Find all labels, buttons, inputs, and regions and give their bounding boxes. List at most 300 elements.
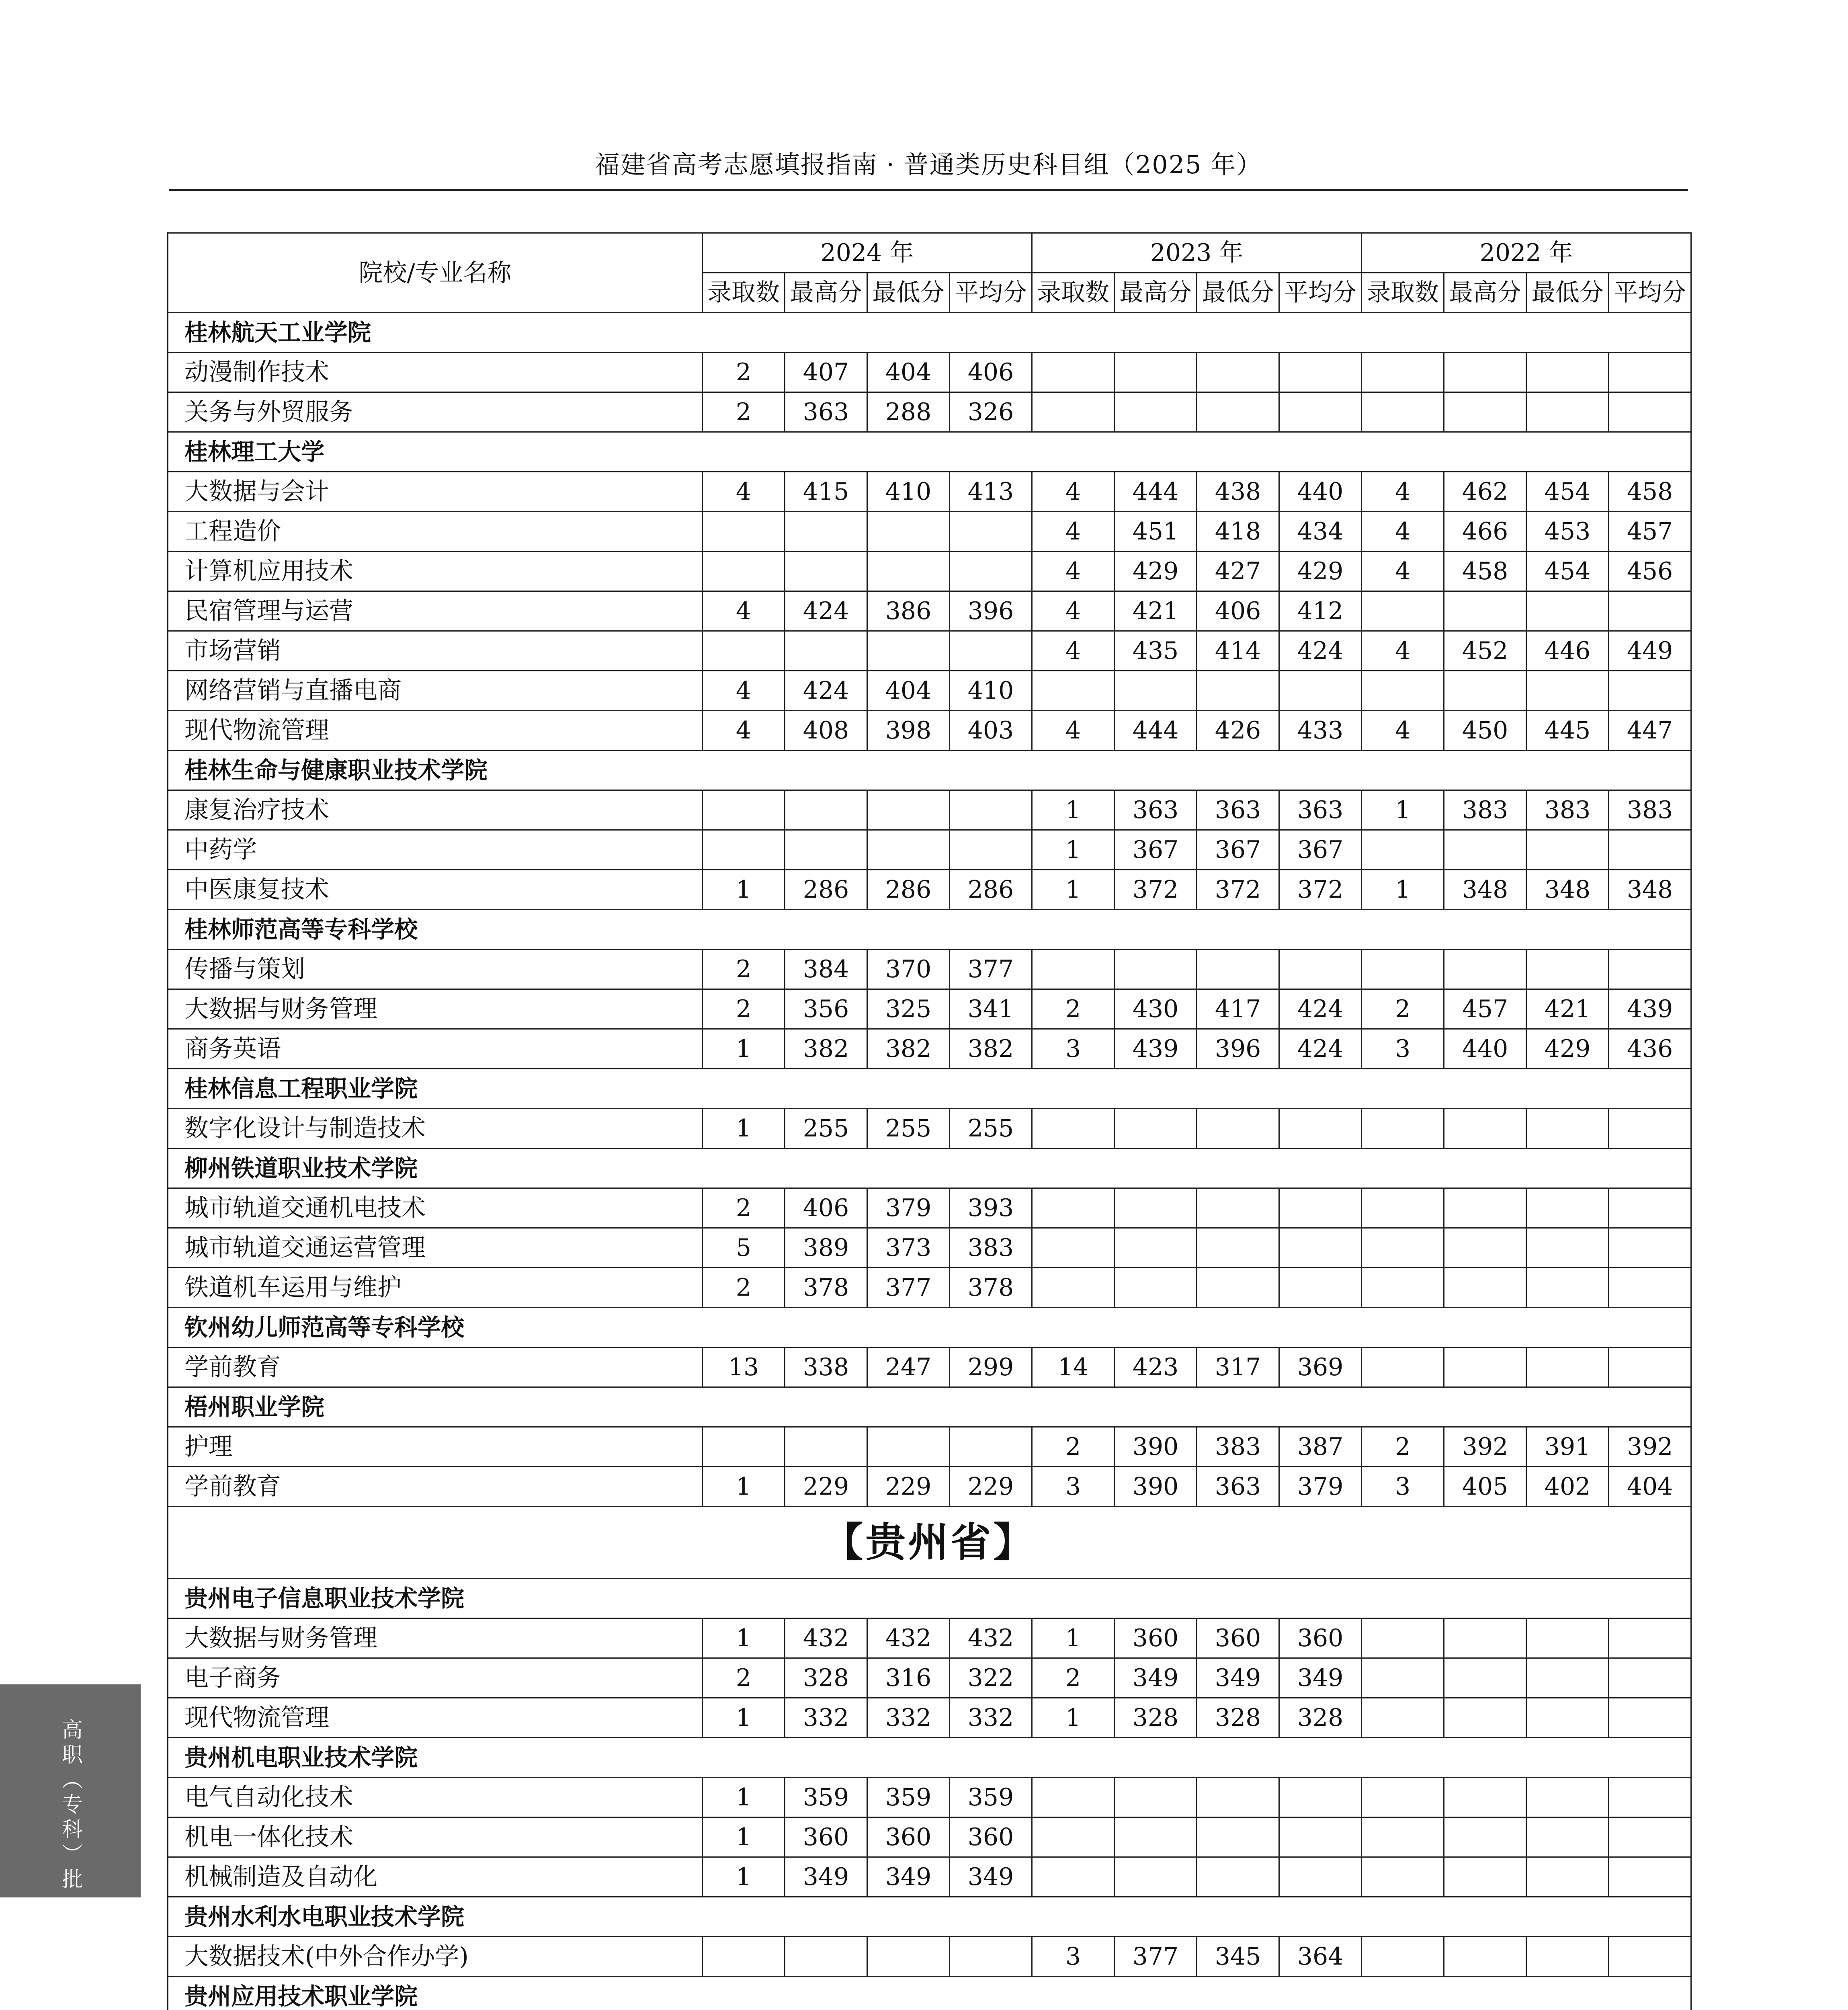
score-cell: 438: [1197, 472, 1279, 512]
score-cell: 4: [1362, 711, 1444, 751]
major-name: 民宿管理与运营: [168, 591, 703, 631]
table-row: [168, 1937, 1691, 1977]
score-cell: 386: [867, 591, 950, 631]
score-cell: 328: [1115, 1698, 1197, 1738]
score-cell: 392: [1444, 1427, 1526, 1467]
score-cell: 1: [703, 1857, 785, 1897]
score-cell: 363: [1197, 1467, 1279, 1507]
score-cell: [950, 1937, 1032, 1977]
score-cell: 379: [867, 1188, 950, 1228]
school-name: 贵州应用技术职业学院: [168, 1977, 1691, 2010]
score-cell: 402: [1526, 1467, 1609, 1507]
score-cell: 4: [1362, 552, 1444, 591]
score-cell: 367: [1115, 830, 1197, 870]
score-cell: 338: [785, 1348, 867, 1387]
page-title: 福建省高考志愿填报指南 · 普通类历史科目组（2025 年）: [594, 150, 1262, 179]
score-cell: 457: [1444, 989, 1526, 1029]
score-cell: 421: [1526, 989, 1609, 1029]
score-cell: [1279, 1778, 1362, 1817]
score-cell: [1032, 950, 1115, 989]
score-cell: [1362, 1618, 1444, 1658]
score-cell: [1279, 1188, 1362, 1228]
score-cell: 454: [1526, 552, 1609, 591]
score-cell: 2: [1362, 1427, 1444, 1467]
score-cell: 377: [1115, 1937, 1197, 1977]
metric-header: 最高分: [1444, 273, 1526, 313]
score-cell: 356: [785, 989, 867, 1029]
table-row: [168, 1268, 1691, 1308]
table-row: [168, 830, 1691, 870]
score-cell: [1197, 1268, 1279, 1308]
score-cell: [1362, 353, 1444, 392]
score-cell: 424: [1279, 989, 1362, 1029]
score-cell: 363: [785, 392, 867, 432]
score-cell: 398: [867, 711, 950, 751]
score-cell: 383: [950, 1228, 1032, 1268]
score-cell: [1609, 1618, 1691, 1658]
major-name: 现代物流管理: [168, 1698, 703, 1738]
score-cell: 387: [1279, 1427, 1362, 1467]
score-cell: 1: [703, 1817, 785, 1857]
major-name: 计算机应用技术: [168, 552, 703, 591]
score-cell: 363: [1115, 790, 1197, 830]
score-cell: [1115, 1857, 1197, 1897]
score-cell: [1526, 1228, 1609, 1268]
score-cell: 412: [1279, 591, 1362, 631]
score-cell: [1032, 1268, 1115, 1308]
score-cell: 418: [1197, 512, 1279, 552]
score-cell: [785, 512, 867, 552]
score-cell: 328: [1279, 1698, 1362, 1738]
score-cell: 378: [950, 1268, 1032, 1308]
score-cell: [1115, 1188, 1197, 1228]
score-cell: [1526, 1268, 1609, 1308]
major-name: 商务英语: [168, 1029, 703, 1069]
score-cell: [1609, 1658, 1691, 1698]
score-cell: [1362, 950, 1444, 989]
score-cell: 378: [785, 1268, 867, 1308]
table-row: [168, 1228, 1691, 1268]
score-cell: [1115, 392, 1197, 432]
table-row: [168, 512, 1691, 552]
major-name: 铁道机车运用与维护: [168, 1268, 703, 1308]
score-cell: 348: [1526, 870, 1609, 910]
score-cell: 445: [1526, 711, 1609, 751]
score-cell: 383: [1526, 790, 1609, 830]
table-row: [168, 1188, 1691, 1228]
metric-header: 最低分: [1526, 273, 1609, 313]
metric-header: 最低分: [867, 273, 950, 313]
score-cell: [1362, 1188, 1444, 1228]
score-cell: 383: [1444, 790, 1526, 830]
score-cell: [703, 830, 785, 870]
score-cell: 349: [1197, 1658, 1279, 1698]
score-cell: [1197, 392, 1279, 432]
score-cell: 349: [867, 1857, 950, 1897]
score-cell: [1444, 353, 1526, 392]
score-cell: 247: [867, 1348, 950, 1387]
score-cell: [785, 631, 867, 671]
score-cell: [1362, 1778, 1444, 1817]
score-cell: 367: [1279, 830, 1362, 870]
score-cell: [703, 790, 785, 830]
school-row: [168, 1738, 1691, 1778]
major-name: 动漫制作技术: [168, 353, 703, 392]
year-header-row: [168, 233, 1691, 273]
table-row: [168, 1778, 1691, 1817]
score-cell: 458: [1444, 552, 1526, 591]
school-row: [168, 910, 1691, 950]
score-cell: 3: [1362, 1467, 1444, 1507]
table-row: [168, 1109, 1691, 1149]
score-cell: [1444, 950, 1526, 989]
score-cell: [1526, 1698, 1609, 1738]
score-cell: 447: [1609, 711, 1691, 751]
score-cell: 341: [950, 989, 1032, 1029]
score-cell: 451: [1115, 512, 1197, 552]
score-cell: 436: [1609, 1029, 1691, 1069]
score-cell: 255: [785, 1109, 867, 1149]
major-name: 大数据与财务管理: [168, 989, 703, 1029]
score-cell: [867, 1427, 950, 1467]
school-row: [168, 1387, 1691, 1427]
page-header: [169, 0, 1688, 194]
score-cell: [1279, 671, 1362, 711]
table-row: [168, 1658, 1691, 1698]
score-cell: [785, 552, 867, 591]
score-cell: 424: [785, 671, 867, 711]
score-cell: 413: [950, 472, 1032, 512]
score-cell: 4: [1032, 591, 1115, 631]
score-cell: 2: [1362, 989, 1444, 1029]
score-cell: [1609, 1109, 1691, 1149]
score-cell: 255: [867, 1109, 950, 1149]
table-row: [168, 671, 1691, 711]
score-cell: [1444, 392, 1526, 432]
score-cell: [1526, 671, 1609, 711]
score-cell: 432: [785, 1618, 867, 1658]
score-cell: 367: [1197, 830, 1279, 870]
table-row: [168, 1817, 1691, 1857]
year-header-2023: 2023 年: [1032, 233, 1362, 273]
score-cell: [785, 790, 867, 830]
major-name: 机电一体化技术: [168, 1817, 703, 1857]
metric-header: 平均分: [1609, 273, 1691, 313]
table-row: [168, 392, 1691, 432]
score-cell: [1115, 1109, 1197, 1149]
score-cell: [1609, 950, 1691, 989]
score-cell: [1609, 1937, 1691, 1977]
score-cell: 332: [785, 1698, 867, 1738]
score-cell: [1444, 1698, 1526, 1738]
score-cell: [1526, 1188, 1609, 1228]
score-cell: 13: [703, 1348, 785, 1387]
score-cell: [950, 790, 1032, 830]
score-cell: [950, 1427, 1032, 1467]
score-cell: [1362, 1658, 1444, 1698]
score-cell: 390: [1115, 1427, 1197, 1467]
province-row: [168, 1507, 1691, 1579]
score-cell: 434: [1279, 512, 1362, 552]
score-cell: [867, 830, 950, 870]
score-cell: 1: [1032, 1618, 1115, 1658]
score-cell: 286: [867, 870, 950, 910]
score-cell: 4: [1032, 552, 1115, 591]
score-cell: [1032, 1778, 1115, 1817]
score-cell: 5: [703, 1228, 785, 1268]
metric-header: 录取数: [1362, 273, 1444, 313]
score-cell: 403: [950, 711, 1032, 751]
score-cell: 4: [1032, 711, 1115, 751]
school-name: 梧州职业学院: [168, 1387, 1691, 1427]
score-cell: 286: [785, 870, 867, 910]
score-cell: 421: [1115, 591, 1197, 631]
metric-header: 录取数: [1032, 273, 1115, 313]
score-cell: [1444, 1618, 1526, 1658]
school-name: 钦州幼儿师范高等专科学校: [168, 1308, 1691, 1348]
score-cell: 1: [703, 1029, 785, 1069]
table-row: [168, 1698, 1691, 1738]
score-cell: 424: [1279, 631, 1362, 671]
major-name: 市场营销: [168, 631, 703, 671]
score-cell: 229: [867, 1467, 950, 1507]
score-cell: 3: [1362, 1029, 1444, 1069]
score-cell: 450: [1444, 711, 1526, 751]
score-cell: 383: [1609, 790, 1691, 830]
score-cell: [1609, 830, 1691, 870]
table-row: [168, 711, 1691, 751]
score-cell: [1444, 1817, 1526, 1857]
score-cell: [785, 1937, 867, 1977]
score-cell: 396: [1197, 1029, 1279, 1069]
score-cell: [1362, 1817, 1444, 1857]
name-column-header: 院校/专业名称: [168, 233, 703, 313]
score-cell: 466: [1444, 512, 1526, 552]
school-row: [168, 1308, 1691, 1348]
table-row: [168, 1467, 1691, 1507]
score-cell: 372: [1279, 870, 1362, 910]
score-cell: 370: [867, 950, 950, 989]
score-cell: 1: [703, 1778, 785, 1817]
score-cell: [1609, 1268, 1691, 1308]
major-name: 数字化设计与制造技术: [168, 1109, 703, 1149]
school-name: 桂林理工大学: [168, 432, 1691, 472]
score-cell: 410: [950, 671, 1032, 711]
table-row: [168, 989, 1691, 1029]
score-cell: 229: [785, 1467, 867, 1507]
score-cell: 2: [703, 950, 785, 989]
score-cell: 410: [867, 472, 950, 512]
score-cell: 322: [950, 1658, 1032, 1698]
score-cell: 2: [1032, 989, 1115, 1029]
score-cell: [1362, 1348, 1444, 1387]
score-cell: [1609, 671, 1691, 711]
score-cell: [1032, 1228, 1115, 1268]
major-name: 工程造价: [168, 512, 703, 552]
score-cell: [1444, 830, 1526, 870]
score-cell: [1279, 353, 1362, 392]
score-cell: 255: [950, 1109, 1032, 1149]
major-name: 大数据与会计: [168, 472, 703, 512]
table-row: [168, 552, 1691, 591]
score-cell: 1: [1032, 830, 1115, 870]
school-name: 贵州水利水电职业技术学院: [168, 1897, 1691, 1937]
score-cell: [1197, 671, 1279, 711]
year-header-2024: 2024 年: [703, 233, 1032, 273]
score-cell: [703, 1427, 785, 1467]
score-cell: [867, 790, 950, 830]
school-row: [168, 1579, 1691, 1618]
score-cell: [1197, 950, 1279, 989]
score-cell: 423: [1115, 1348, 1197, 1387]
score-cell: 4: [1032, 631, 1115, 671]
major-name: 大数据与财务管理: [168, 1618, 703, 1658]
side-tab-label: 高职（专科）批: [58, 1719, 82, 1893]
major-name: 电子商务: [168, 1658, 703, 1698]
score-cell: 4: [703, 591, 785, 631]
score-cell: [1197, 1778, 1279, 1817]
score-cell: [1609, 1188, 1691, 1228]
score-cell: [1115, 1778, 1197, 1817]
score-cell: 2: [703, 392, 785, 432]
score-cell: 382: [785, 1029, 867, 1069]
school-name: 桂林生命与健康职业技术学院: [168, 751, 1691, 790]
score-cell: 377: [950, 950, 1032, 989]
score-cell: [1444, 1348, 1526, 1387]
major-name: 机械制造及自动化: [168, 1857, 703, 1897]
score-cell: 392: [1609, 1427, 1691, 1467]
admission-scores-table: [167, 232, 1692, 2010]
score-cell: [1609, 353, 1691, 392]
score-cell: 348: [1609, 870, 1691, 910]
score-cell: [1526, 950, 1609, 989]
score-cell: 1: [1362, 790, 1444, 830]
score-cell: [1444, 591, 1526, 631]
score-cell: [703, 1937, 785, 1977]
score-cell: [950, 830, 1032, 870]
score-cell: 1: [703, 1698, 785, 1738]
score-cell: [1526, 1618, 1609, 1658]
score-cell: 379: [1279, 1467, 1362, 1507]
score-cell: 332: [950, 1698, 1032, 1738]
score-cell: [1444, 1228, 1526, 1268]
score-cell: [1279, 1857, 1362, 1897]
score-cell: [703, 552, 785, 591]
score-cell: 2: [703, 1188, 785, 1228]
score-cell: 1: [1032, 790, 1115, 830]
score-cell: 4: [703, 711, 785, 751]
score-cell: [1032, 353, 1115, 392]
score-cell: 454: [1526, 472, 1609, 512]
metric-header: 最高分: [1115, 273, 1197, 313]
major-name: 学前教育: [168, 1348, 703, 1387]
score-cell: 2: [703, 989, 785, 1029]
score-cell: [1609, 1857, 1691, 1897]
score-cell: [1526, 353, 1609, 392]
score-cell: 404: [1609, 1467, 1691, 1507]
score-cell: 363: [1197, 790, 1279, 830]
score-cell: 4: [1362, 472, 1444, 512]
score-cell: [1609, 591, 1691, 631]
score-cell: 2: [1032, 1427, 1115, 1467]
score-cell: [1362, 1698, 1444, 1738]
score-cell: 348: [1444, 870, 1526, 910]
score-cell: 393: [950, 1188, 1032, 1228]
score-cell: 1: [703, 870, 785, 910]
score-cell: 2: [703, 1268, 785, 1308]
school-name: 桂林航天工业学院: [168, 313, 1691, 353]
major-name: 大数据技术(中外合作办学): [168, 1937, 703, 1977]
score-cell: [1362, 392, 1444, 432]
score-cell: [1197, 1109, 1279, 1149]
score-cell: [1279, 950, 1362, 989]
score-cell: 1: [703, 1467, 785, 1507]
score-cell: 458: [1609, 472, 1691, 512]
score-cell: 372: [1115, 870, 1197, 910]
score-cell: [950, 512, 1032, 552]
table-row: [168, 790, 1691, 830]
score-cell: 407: [785, 353, 867, 392]
major-name: 学前教育: [168, 1467, 703, 1507]
major-name: 传播与策划: [168, 950, 703, 989]
score-cell: [1115, 1228, 1197, 1268]
score-cell: 4: [1032, 472, 1115, 512]
score-cell: [1609, 1348, 1691, 1387]
score-cell: 446: [1526, 631, 1609, 671]
score-cell: 414: [1197, 631, 1279, 671]
score-cell: [950, 631, 1032, 671]
score-cell: 424: [1279, 1029, 1362, 1069]
score-cell: [1609, 1228, 1691, 1268]
score-cell: 4: [703, 472, 785, 512]
score-cell: [1362, 1109, 1444, 1149]
score-cell: 1: [1032, 870, 1115, 910]
score-cell: [1032, 392, 1115, 432]
score-cell: 349: [1279, 1658, 1362, 1698]
score-cell: 456: [1609, 552, 1691, 591]
score-cell: 3: [1032, 1029, 1115, 1069]
section-side-tab: [0, 1684, 141, 1897]
school-row: [168, 1149, 1691, 1188]
table-row: [168, 1348, 1691, 1387]
score-cell: [1197, 353, 1279, 392]
table-row: [168, 870, 1691, 910]
score-cell: 229: [950, 1467, 1032, 1507]
score-cell: 4: [703, 671, 785, 711]
score-cell: 316: [867, 1658, 950, 1698]
score-cell: 359: [867, 1778, 950, 1817]
score-cell: 4: [1362, 512, 1444, 552]
header-rule: [169, 189, 1688, 191]
school-row: [168, 751, 1691, 790]
score-cell: 2: [703, 353, 785, 392]
score-cell: [1526, 1109, 1609, 1149]
score-cell: 349: [1115, 1658, 1197, 1698]
score-cell: 439: [1609, 989, 1691, 1029]
school-row: [168, 432, 1691, 472]
score-cell: 332: [867, 1698, 950, 1738]
score-cell: 3: [1032, 1467, 1115, 1507]
score-cell: 453: [1526, 512, 1609, 552]
score-cell: [1279, 1817, 1362, 1857]
score-cell: 360: [950, 1817, 1032, 1857]
score-cell: 382: [950, 1029, 1032, 1069]
score-cell: [1526, 830, 1609, 870]
score-cell: 430: [1115, 989, 1197, 1029]
score-cell: [1526, 1778, 1609, 1817]
score-cell: [1444, 671, 1526, 711]
score-cell: 325: [867, 989, 950, 1029]
